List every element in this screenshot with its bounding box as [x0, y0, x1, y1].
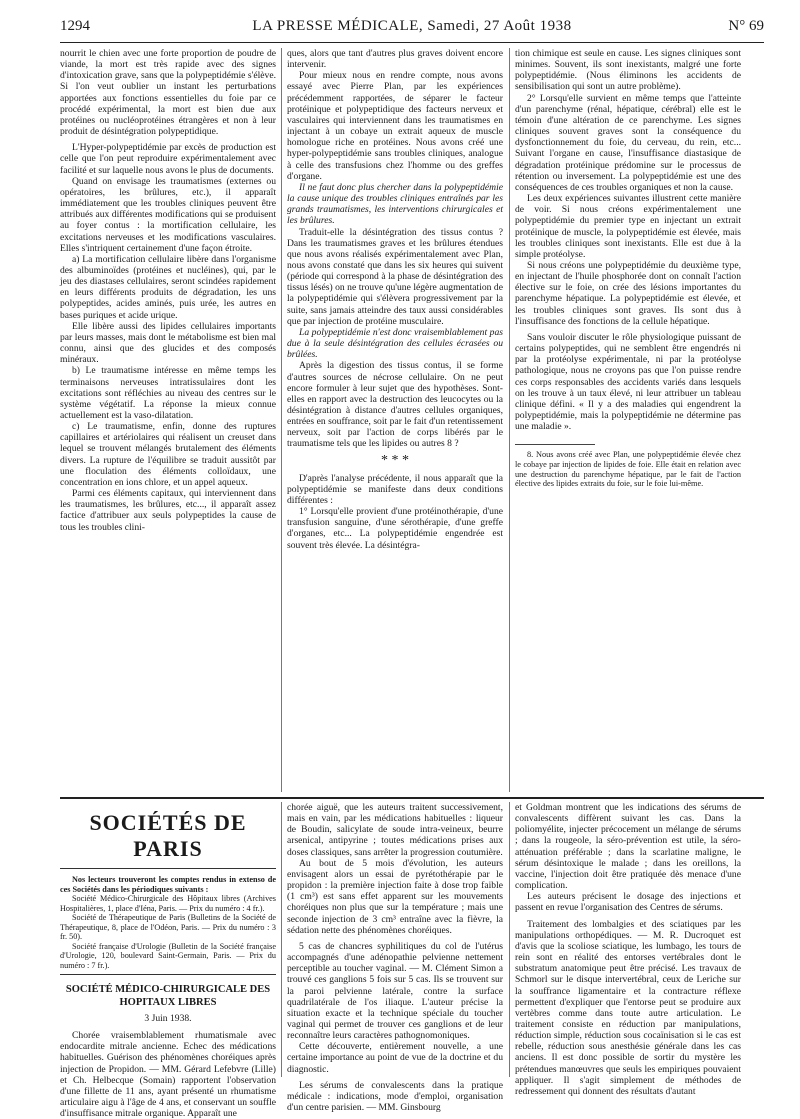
- paragraph: b) Le traumatisme intéresse en même temps les terminaisons nerveuses intratissulaires dont les excitations sont réfléchies au niveau des centres sur le système végétatif. La réponse la mieux connue actuellement est la vaso-dilatation.: [60, 365, 276, 421]
- heading-rule: [60, 868, 276, 869]
- paragraph: Quand on envisage les traumatismes (externes ou opératoires, les brûlures, etc.), il apparaît immédiatement que les troubles cliniques peuvent être attribués aux différentes modifications qui se produisent au foyer contus : la mortification cellulaire, les excitations nerveuses et les modifications vasculaires. Elles s'intriquent certainement d'une façon étroite.: [60, 175, 276, 254]
- paragraph: c) Le traumatisme, enfin, donne des ruptures capillaires et artériolaires qui réalisent un creuset dans lequel se trouvent mélangés brutalement des éléments divers. La rupture de l'équilibre se traduit aussitôt par une floculation des éléments colloïdaux, une concentration en ions chlore, et un appel aqueux.: [60, 421, 276, 488]
- paragraph: tion chimique est seule en cause. Les signes cliniques sont minimes. Souvent, ils sont inexistants, malgré une forte polypeptidémie. (Nous éliminons les accidents de sensibilisation qui sont un autre problème).: [515, 48, 741, 93]
- paragraph: Cette découverte, entièrement nouvelle, a une certaine importance au point de vue de la doctrine et du diagnostic.: [287, 1041, 503, 1075]
- societes-column-3: [515, 802, 741, 1097]
- paragraph: D'après l'analyse précédente, il nous apparaît que la polypeptidémie se manifeste dans deux conditions différentes :: [287, 472, 503, 506]
- column-divider: [509, 48, 510, 792]
- footnote-rule: [515, 444, 595, 445]
- paragraph: Si nous créons une polypeptidémie du deuxième type, en injectant de l'huile phosphorée dont on connaît l'action élective sur le foie, on crée des lésions importantes du parenchyme hépatique. La polypeptidémie est élevée, et les troubles cliniques sont graves. Ils sont dus à l'insuffisance des fonctions de la cellule hépatique.: [515, 259, 741, 327]
- society-heading: SOCIÉTÉ MÉDICO-CHIRURGICALE DES HOPITAUX LIBRES: [65, 984, 271, 1008]
- article-column-2: [287, 48, 503, 792]
- section-heading: SOCIÉTÉS DE PARIS: [89, 810, 247, 861]
- paragraph: Les deux expériences suivantes illustrent cette manière de voir. Si nous créons expérimentalement une polypeptidémie du premier type en injectant un extrait protéinique de muscle, la polypeptidémie est élevée, mais les troubles cliniques sont inexistants. Elle est due à la simple protéolyse.: [515, 193, 741, 260]
- article-column-3: [515, 48, 741, 792]
- footnote: 8. Nous avons créé avec Plan, une polypeptidémie élevée chez le cobaye par injection de lipides de foie. Elle était en relation avec une destruction du parenchyme hépatique, par le fait de l'action élective des lipides extraits du foie, sur le foie lui-même.: [515, 450, 741, 489]
- paragraph: Elle libère aussi des lipides cellulaires importants par leurs masses, mais dont le métabolisme est bien mal connu, ainsi que des glucides et des composés minéraux.: [60, 320, 276, 366]
- paragraph: Les sérums de convalescents dans la pratique médicale : indications, mode d'emploi, organisation d'un centre parisien. — MM. Ginsbourg: [287, 1079, 503, 1114]
- paragraph: Traitement des lombalgies et des sciatiques par les manipulations orthopédiques. — M. R. Ducroquet est d'avis que la scoliose sciatique, les lumbago, les tours de rein sont en réalité des entorses vertébrales dont le substratum anatomique peut être précisé. Les travaux de Schmorl sur le disque intervertébral, ceux de Leriche sur la souffrance ligamentaire et la contracture réflexe permettent d'expliquer que l'entorse peut se produire aux vertèbres comme dans toute autre articulation. Le traitement consiste en réduction par manipulations, réduction simple, réduction sous cocaïnisation si le cas est rebelle, réduction sous anesthésie générale dans les cas anciens. Il est donc possible de sortir du mystère les prétendues manœuvres que seuls les empiriques pouvaient appliquer. Il s'agit simplement de méthodes de redressement qui donnent des résultats d'autant: [515, 918, 741, 1097]
- paragraph: L'Hyper-polypeptidémie par excès de production est celle que l'on peut reproduire expérimentalement avec facilité et sur laquelle nous avons le plus de documents.: [60, 142, 276, 176]
- paragraph: Parmi ces éléments capitaux, qui interviennent dans les traumatismes, les brûlures, etc..., il apparaît assez factice d'attribuer aux seuls polypeptides la cause de tous les troubles clini-: [60, 488, 276, 533]
- societes-column-2: [287, 802, 503, 1114]
- paragraph: Traduit-elle la désintégration des tissus contus ? Dans les traumatismes graves et les brûlures étendues que nous avons réalisés expérimentalement avec Plan, nous avons constaté que dans les six heures qui suivent (période qui correspond à la phase de désintégration des tissus lésés) on ne trouve qu'une légère augmentation de la polypeptidémie qui s'élèvera progressivement par la suite, sans jamais atteindre des taux aussi considérables que par injection de protéine musculaire.: [287, 226, 503, 327]
- paragraph: Après la digestion des tissus contus, il se forme d'autres sources de nécrose cellulaire. On ne peut encore formuler à leur sujet que des hypothèses. Sont-elles en rapport avec la destruction des leucocytes ou la désintégration à distance d'autres cellules organiques, entrées en souffrance, soit par le fait d'un retentissement nerveux, soit par l'action de corps libérés par le traumatisme tels que les lipides ou autres 8 ?: [287, 360, 503, 450]
- divider: [60, 974, 276, 975]
- session-date: 3 Juin 1938.: [144, 1013, 192, 1024]
- header-rule: [60, 42, 764, 43]
- paragraph: 5 cas de chancres syphilitiques du col de l'utérus accompagnés d'une adénopathie pelvienne nettement perceptible au toucher vaginal. — M. Clément Simon a trouvé ces ganglions 5 fois sur 5 cas. Ils se trouvent sur la paroi pelvienne latérale, contre la surface quadrilatérale de l'os iliaque. L'auteur précise la situation exacte et la technique spéciale du toucher vaginal qui permet de trouver ces ganglions et de leur reconnaître leurs caractères pathognomoniques.: [287, 940, 503, 1042]
- paragraph: 1° Lorsqu'elle provient d'une protéinothérapie, d'une transfusion sanguine, d'une sérothérapie, d'une greffe d'organes, etc... La polypeptidémie engendrée est souvent très élevée. La désintégra-: [287, 506, 503, 551]
- paragraph: Chorée vraisemblablement rhumatismale avec endocardite mitrale ancienne. Echec des médications habituelles. Guérison des phénomènes choréiques après injection de Propidon. — MM. Gérard Lefebvre (Lille) et Ch. Helbecque (Somain) rapportent l'observation d'une fillette de 11 ans, ayant présenté un rhumatisme articulaire aigu à l'âge de 4 ans, et conservant un souffle d'insuffisance mitrale organique. Apparaît une: [60, 1030, 276, 1119]
- column-divider: [281, 48, 282, 792]
- section-break-stars: * * *: [381, 452, 409, 468]
- intro-note: Nos lecteurs trouveront les comptes rendus in extenso de ces Sociétés dans les périodiques suivants :: [60, 875, 276, 894]
- paragraph: a) La mortification cellulaire libère dans l'organisme des albuminoïdes (protéines et nucléines), qui, par le jeu des diastases cellulaires, seront scindées rapidement en leurs différents produits de dégradation, les uns polypeptides, acides aminés, puis urée, les autres en bases puriques et acide urique.: [60, 253, 276, 321]
- societes-column-1: [60, 802, 276, 1119]
- society-entry: Société française d'Urologie (Bulletin de la Société française d'Urologie, 120, boulevard Saint-Germain, Paris. — Prix du numéro : 7 fr.).: [60, 941, 276, 970]
- paragraph: Les auteurs précisent le dosage des injections et passent en revue l'organisation des Centres de sérums.: [515, 891, 741, 914]
- issue-number: N° 69: [728, 18, 764, 34]
- paragraph: La polypeptidémie n'est donc vraisemblablement pas due à la seule désintégration des cellules écrasées ou brûlées.: [287, 326, 503, 361]
- article-column-1: [60, 48, 276, 792]
- paragraph: Au bout de 5 mois d'évolution, les auteurs envisagent alors un essai de pyrétothérapie par le propidon : la première injection faite à dose trop faible (1 cm³) est sans effet apparent sur les mouvements choréiques non plus que sur la température ; mais une seconde injection de 3 cm³ entraîne avec la fièvre, la sédation nette des phénomènes choréiques.: [287, 857, 503, 936]
- society-entry: Société de Thérapeutique de Paris (Bulletins de la Société de Thérapeutique, 8, place de l'Odéon, Paris. — Prix du numéro : 3 fr. 50).: [60, 913, 276, 941]
- page-number: 1294: [60, 18, 90, 34]
- society-entry: Société Médico-Chirurgicale des Hôpitaux libres (Archives Hospitalières, 1, place d'Iéna, Paris. — Prix du numéro : 4 fr.).: [60, 894, 276, 913]
- paragraph: nourrit le chien avec une forte proportion de poudre de viande, la mort est très rapide avec des signes d'intoxication grave, sans que la polypeptidémie s'élève. Si l'on veut oublier un instant les perturbations apportées aux fonctions essentielles du foie par ce procédé expérimental, la mort est bien due aux protéines ou nucléoprotéines étrangères et non à leur produit de désintégration polypeptidique.: [60, 48, 276, 138]
- paragraph: Il ne faut donc plus chercher dans la polypeptidémie la cause unique des troubles cliniques entraînés par les grands traumatismes, les interventions chirurgicales et les brûlures.: [287, 181, 503, 227]
- paragraph: ques, alors que tant d'autres plus graves doivent encore intervenir.: [287, 48, 503, 71]
- paragraph: et Goldman montrent que les indications des sérums de convalescents diffèrent suivant les cas. Dans la poliomyélite, injecter précocement un mélange de sérums ; dans la rougeole, la séro-prévention est utile, la séro-atténuation préférable ; dans la scarlatine maligne, le sérum désintoxique le malade ; dans les oreillons, la vaccine, l'injection doit être pratiquée dès menace d'une complication.: [515, 802, 741, 892]
- paragraph: Pour mieux nous en rendre compte, nous avons essayé avec Pierre Plan, par les expériences précédemment rapportées, de séparer le facteur protéinique et polypeptidique des facteurs nerveux et vasculaires qui interviennent dans les traumatismes en injectant à un cobaye un extrait aqueux de muscle homologue riche en protéines. Nous avons créé une hyper-polypeptidémie sans troubles cliniques, analogue à celle des transfusions chez l'homme ou des greffes d'organe.: [287, 70, 503, 182]
- paragraph: chorée aiguë, que les auteurs traitent successivement, mais en vain, par les médications habituelles : liqueur de Boudin, salicylate de soude intra-veineux, beurre arsenical, antipyrine ; toutes médications prises aux doses classiques, sans arrêter la progression coutumière.: [287, 802, 503, 858]
- paragraph: 2° Lorsqu'elle survient en même temps que l'atteinte d'un parenchyme (rénal, hépatique, cérébral) elle est le témoin d'une altération de ce parenchyme. Les signes cliniques souvent graves sont la conséquence du dysfonctionnement du foie, du cerveau, du rein, etc... Suivant l'organe en cause, l'insuffisance diastasique de dégradation protéinique prédomine sur le processus de rétention ou inversement. La polypeptidémie est une des conséquences de ces troubles organiques et non la cause.: [515, 92, 741, 193]
- column-divider: [509, 802, 510, 1077]
- column-divider: [281, 802, 282, 1077]
- journal-title: LA PRESSE MÉDICALE, Samedi, 27 Août 1938: [252, 18, 572, 34]
- page-header: [60, 18, 764, 40]
- section-rule: [60, 797, 764, 799]
- paragraph: Sans vouloir discuter le rôle physiologique puissant de certains polypeptides, qui ne semblent être engendrés ni par la protéolyse expérimentale, ni par la protéolyse pathologique, nous ne croyons pas que l'on puisse rendre ces corps responsables des accidents variés dans lesquels on les trouve à un taux élevé, ni leur attribuer un tableau clinique défini. « Il y a des maladies qui engendrent la polypeptidémie, mais la polypeptidémie ne détermine pas une maladie ».: [515, 331, 741, 433]
